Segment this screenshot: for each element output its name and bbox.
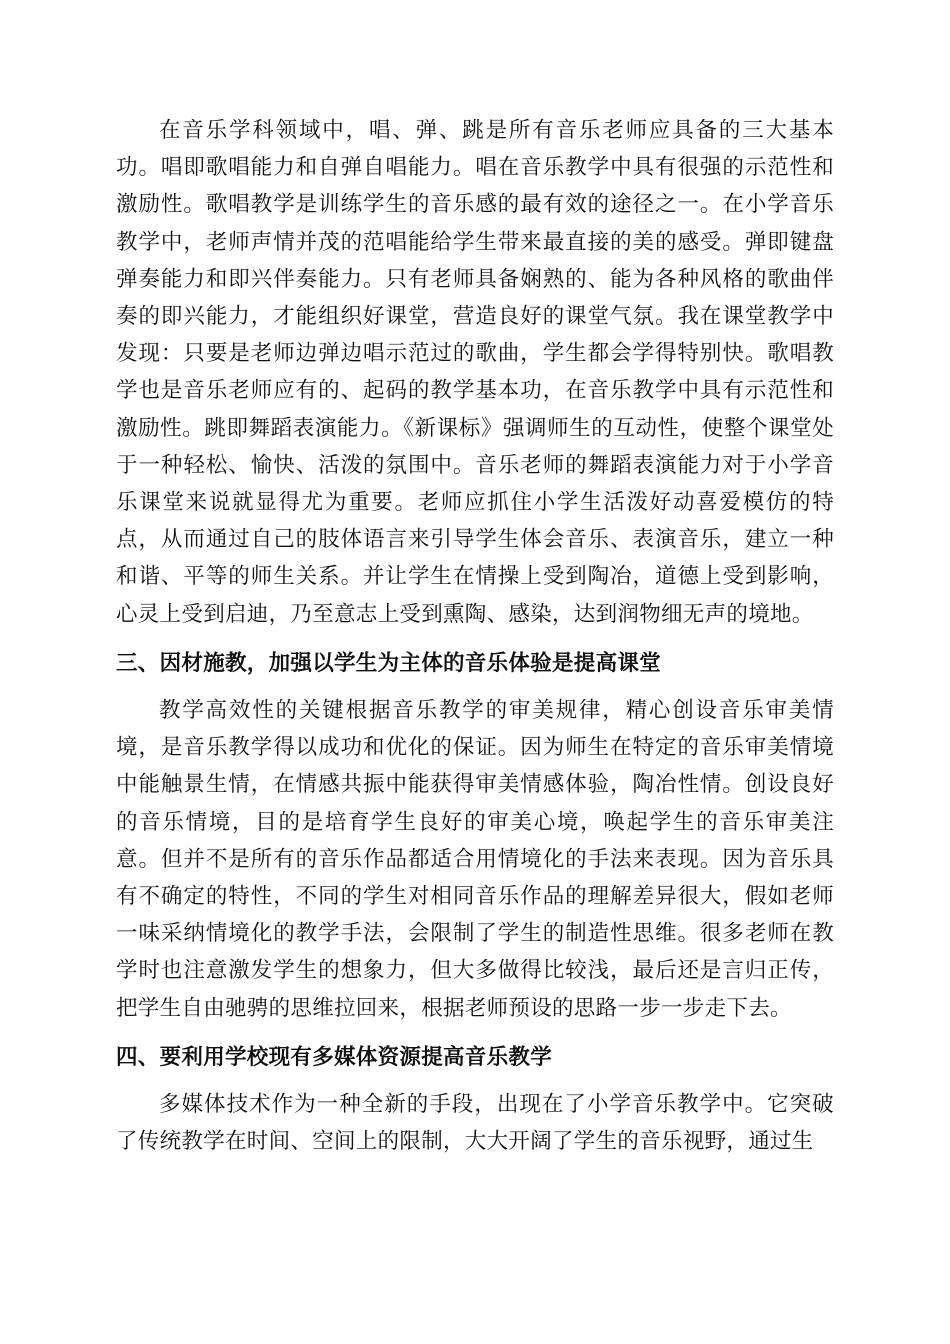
paragraph-singing-playing-dancing: 在音乐学科领域中，唱、弹、跳是所有音乐老师应具备的三大基本功。唱即歌唱能力和自弹自唱能力。唱在音乐教学中具有很强的示范性和激励性。歌唱教学是训练学生的音乐感的最有效的途径之一。在小学音乐教学中，老师声情并茂的范唱能给学生带来最直接的美的感受。弹即键盘弹奏能力和即兴伴奏能力。只有老师具备娴熟的、能为各种风格的歌曲伴奏的即兴能力，才能组织好课堂，营造良好的课堂气氛。我在课堂教学中发现：只要是老师边弹边唱示范过的歌曲，学生都会学得特别快。歌唱教学也是音乐老师应有的、起码的教学基本功，在音乐教学中具有示范性和激励性。跳即舞蹈表演能力。《新课标》强调师生的互动性，使整个课堂处于一种轻松、愉快、活泼的氛围中。音乐老师的舞蹈表演能力对于小学音乐课堂来说就显得尤为重要。老师应抓住小学生活泼好动喜爱模仿的特点，从而通过自己的肢体语言来引导学生体会音乐、表演音乐，建立一种和谐、平等的师生关系。并让学生在情操上受到陶冶，道德上受到影响，心灵上受到启迪，乃至意志上受到熏陶、感染，达到润物细无声的境地。 — [116, 118, 834, 627]
section-heading-4: 四、要利用学校现有多媒体资源提高音乐教学 — [116, 1044, 553, 1070]
document-body — [116, 112, 834, 1160]
paragraph-music-situation: 教学高效性的关键根据音乐教学的审美规律，精心创设音乐审美情境，是音乐教学得以成功和优化的保证。因为师生在特定的音乐审美情境中能触景生情，在情感共振中能获得审美情感体验，陶冶性情。创设良好的音乐情境，目的是培育学生良好的审美心境，唤起学生的音乐审美注意。但并不是所有的音乐作品都适合用情境化的手法来表现。因为音乐具有不确定的特性，不同的学生对相同音乐作品的理解差异很大，假如老师一味采纳情境化的教学手法，会限制了学生的制造性思维。很多老师在教学时也注意激发学生的想象力，但大多做得比较浅，最后还是言归正传，把学生自由驰骋的思维拉回来，根据老师预设的思路一步一步走下去。 — [116, 698, 834, 1021]
paragraph-multimedia: 多媒体技术作为一种全新的手段，出现在了小学音乐教学中。它突破了传统教学在时间、空间上的限制，大大开阔了学生的音乐视野，通过生 — [116, 1092, 834, 1155]
section-heading-3: 三、因材施教，加强以学生为主体的音乐体验是提高课堂 — [116, 650, 662, 676]
